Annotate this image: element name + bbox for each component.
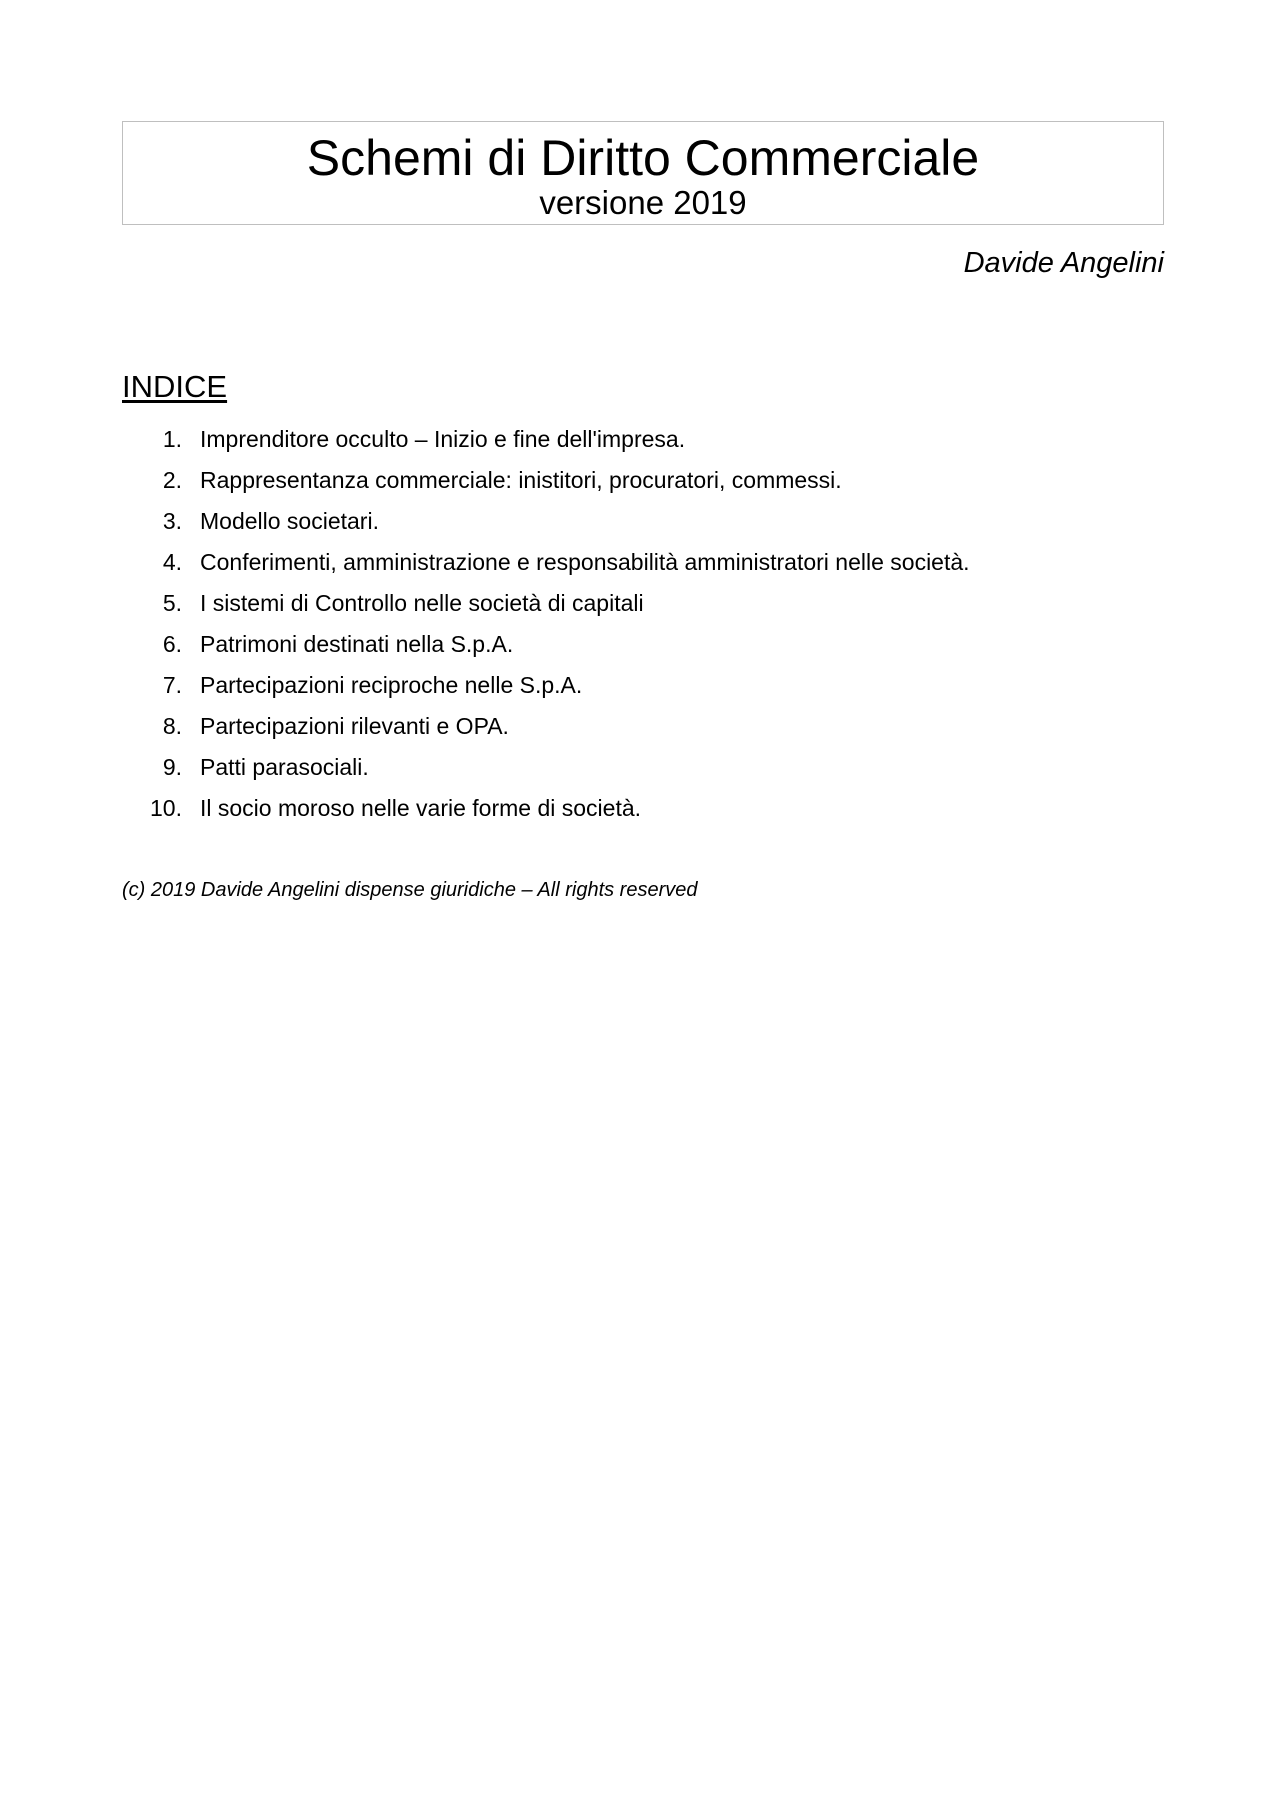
toc-item-text: Modello societari.: [200, 508, 379, 534]
table-of-contents: [122, 419, 1162, 829]
toc-item-10: [122, 788, 1162, 829]
toc-item-number: 7.: [162, 672, 182, 698]
toc-item-number: 3.: [162, 508, 182, 534]
toc-item-text: Patrimoni destinati nella S.p.A.: [200, 631, 514, 657]
toc-item-1: [122, 419, 1162, 460]
document-version: versione 2019: [539, 184, 747, 221]
toc-item-3: [122, 501, 1162, 542]
toc-item-number: 6.: [162, 631, 182, 657]
document-title: Schemi di Diritto Commerciale: [306, 130, 980, 186]
toc-item-number: 5.: [162, 590, 182, 616]
toc-item-4: [122, 542, 1162, 583]
toc-item-number: 1.: [162, 426, 182, 452]
toc-item-text: Il socio moroso nelle varie forme di società.: [200, 795, 642, 821]
index-heading: INDICE: [122, 369, 228, 404]
toc-item-text: Partecipazioni rilevanti e OPA.: [200, 713, 509, 739]
toc-item-number: 4.: [162, 549, 182, 575]
toc-item-number: 10.: [150, 795, 182, 821]
author-name: Davide Angelini: [963, 247, 1164, 279]
title-box: [122, 121, 1164, 225]
toc-item-6: [122, 624, 1162, 665]
toc-item-2: [122, 460, 1162, 501]
toc-item-text: Patti parasociali.: [200, 754, 369, 780]
copyright-notice: (c) 2019 Davide Angelini dispense giuridiche – All rights reserved: [122, 879, 698, 901]
toc-item-text: Imprenditore occulto – Inizio e fine dell'impresa.: [200, 426, 686, 452]
toc-item-number: 8.: [162, 713, 182, 739]
toc-item-text: I sistemi di Controllo nelle società di capitali: [200, 590, 644, 616]
toc-item-text: Partecipazioni reciproche nelle S.p.A.: [200, 672, 583, 698]
toc-item-text: Conferimenti, amministrazione e responsabilità amministratori nelle società.: [200, 549, 970, 575]
toc-item-number: 9.: [162, 754, 182, 780]
toc-item-7: [122, 665, 1162, 706]
toc-item-9: [122, 747, 1162, 788]
toc-item-number: 2.: [162, 467, 182, 493]
toc-item-5: [122, 583, 1162, 624]
toc-item-8: [122, 706, 1162, 747]
toc-item-text: Rappresentanza commerciale: inistitori, procuratori, commessi.: [200, 467, 842, 493]
